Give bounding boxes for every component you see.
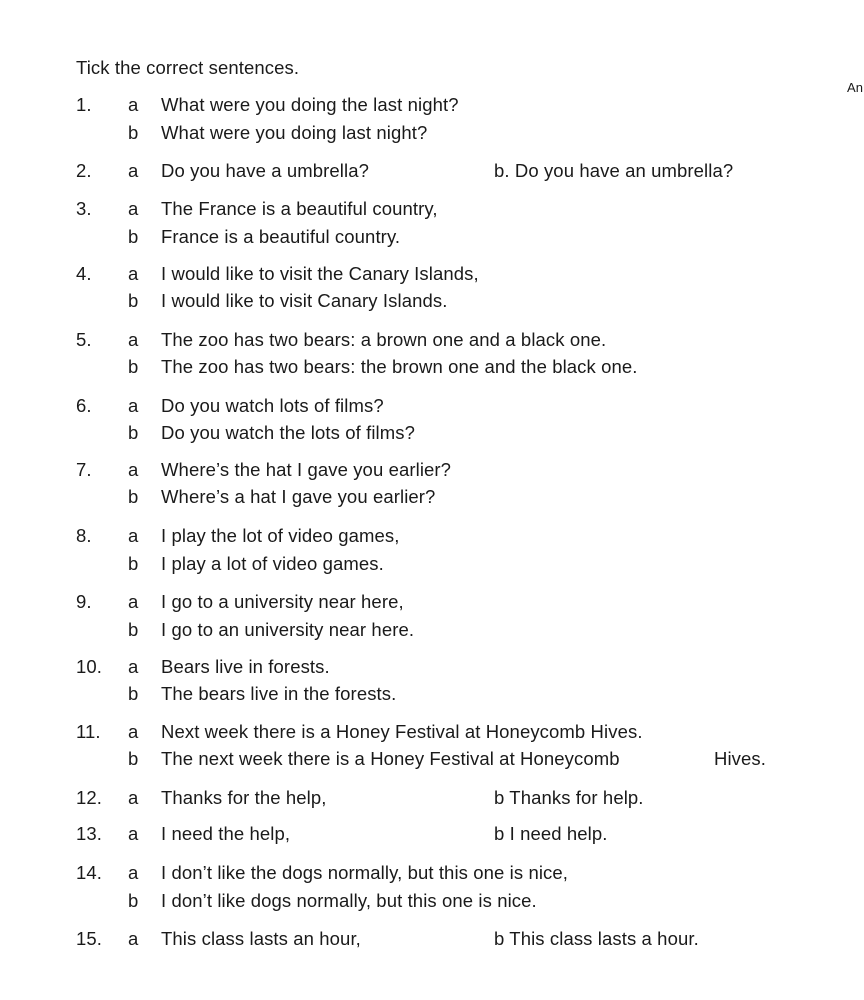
question-number: 4. bbox=[76, 263, 92, 284]
cropped-side-text: An bbox=[847, 80, 864, 95]
option-b-text: I go to an university near here. bbox=[161, 619, 415, 640]
option-letter-a: a bbox=[128, 329, 139, 350]
option-a-text: The France is a beautiful country, bbox=[161, 198, 438, 219]
option-letter-a: a bbox=[128, 787, 139, 808]
option-letter-b: b bbox=[128, 356, 139, 377]
option-a-text: The zoo has two bears: a brown one and a black one. bbox=[161, 329, 607, 350]
question-number: 12. bbox=[76, 787, 103, 808]
option-letter-a: a bbox=[128, 94, 139, 115]
option-letter-b: b bbox=[128, 890, 139, 911]
question-number: 2. bbox=[76, 160, 92, 181]
option-a-text: Do you watch lots of films? bbox=[161, 395, 384, 416]
option-a-text: Bears live in forests. bbox=[161, 656, 330, 677]
option-a-text: Next week there is a Honey Festival at Honeycomb Hives. bbox=[161, 721, 643, 742]
option-letter-a: a bbox=[128, 928, 139, 949]
question-number: 8. bbox=[76, 525, 92, 546]
option-a-text: Do you have a umbrella? bbox=[161, 160, 369, 181]
option-letter-a: a bbox=[128, 823, 139, 844]
question-number: 5. bbox=[76, 329, 92, 350]
question-number: 14. bbox=[76, 862, 103, 883]
option-letter-a: a bbox=[128, 525, 139, 546]
option-b-text: Where’s a hat I gave you earlier? bbox=[161, 486, 436, 507]
option-a-text: I don’t like the dogs normally, but this one is nice, bbox=[161, 862, 569, 883]
option-letter-a: a bbox=[128, 198, 139, 219]
option-letter-a: a bbox=[128, 263, 139, 284]
option-letter-a: a bbox=[128, 862, 139, 883]
option-b-text: b This class lasts a hour. bbox=[494, 928, 699, 949]
option-a-text: Where’s the hat I gave you earlier? bbox=[161, 459, 452, 480]
option-a-text: This class lasts an hour, bbox=[161, 928, 361, 949]
option-b-text: I don’t like dogs normally, but this one is nice. bbox=[161, 890, 537, 911]
option-b-text: France is a beautiful country. bbox=[161, 226, 401, 247]
option-letter-b: b bbox=[128, 553, 139, 574]
option-b-text: The zoo has two bears: the brown one and the black one. bbox=[161, 356, 638, 377]
option-letter-a: a bbox=[128, 656, 139, 677]
option-a-text: What were you doing the last night? bbox=[161, 94, 459, 115]
option-a-text: Thanks for the help, bbox=[161, 787, 327, 808]
option-letter-a: a bbox=[128, 459, 139, 480]
option-b-text: I play a lot of video games. bbox=[161, 553, 384, 574]
option-letter-b: b bbox=[128, 290, 139, 311]
option-b-text: b Thanks for help. bbox=[494, 787, 644, 808]
question-number: 3. bbox=[76, 198, 92, 219]
option-b-text: b. Do you have an umbrella? bbox=[494, 160, 734, 181]
question-number: 13. bbox=[76, 823, 103, 844]
option-a-text: I play the lot of video games, bbox=[161, 525, 400, 546]
question-number: 11. bbox=[76, 721, 101, 742]
option-b-text: What were you doing last night? bbox=[161, 122, 428, 143]
option-b-text-tail: Hives. bbox=[714, 748, 766, 769]
option-letter-b: b bbox=[128, 226, 139, 247]
option-letter-b: b bbox=[128, 683, 139, 704]
option-b-text: The bears live in the forests. bbox=[161, 683, 397, 704]
option-letter-b: b bbox=[128, 748, 139, 769]
option-a-text: I need the help, bbox=[161, 823, 291, 844]
question-number: 15. bbox=[76, 928, 103, 949]
option-letter-a: a bbox=[128, 160, 139, 181]
option-b-text: b I need help. bbox=[494, 823, 608, 844]
option-a-text: I would like to visit the Canary Islands, bbox=[161, 263, 479, 284]
option-letter-a: a bbox=[128, 721, 139, 742]
option-letter-a: a bbox=[128, 591, 139, 612]
question-number: 9. bbox=[76, 591, 92, 612]
question-number: 6. bbox=[76, 395, 92, 416]
option-letter-b: b bbox=[128, 122, 139, 143]
option-letter-b: b bbox=[128, 619, 139, 640]
option-letter-b: b bbox=[128, 422, 139, 443]
option-a-text: I go to a university near here, bbox=[161, 591, 404, 612]
option-b-text: Do you watch the lots of films? bbox=[161, 422, 415, 443]
option-b-text: The next week there is a Honey Festival at Honeycomb bbox=[161, 748, 620, 769]
question-number: 10. bbox=[76, 656, 103, 677]
option-letter-a: a bbox=[128, 395, 139, 416]
question-number: 7. bbox=[76, 459, 92, 480]
question-number: 1. bbox=[76, 94, 92, 115]
option-letter-b: b bbox=[128, 486, 139, 507]
worksheet-title: Tick the correct sentences. bbox=[76, 57, 300, 78]
option-b-text: I would like to visit Canary Islands. bbox=[161, 290, 448, 311]
